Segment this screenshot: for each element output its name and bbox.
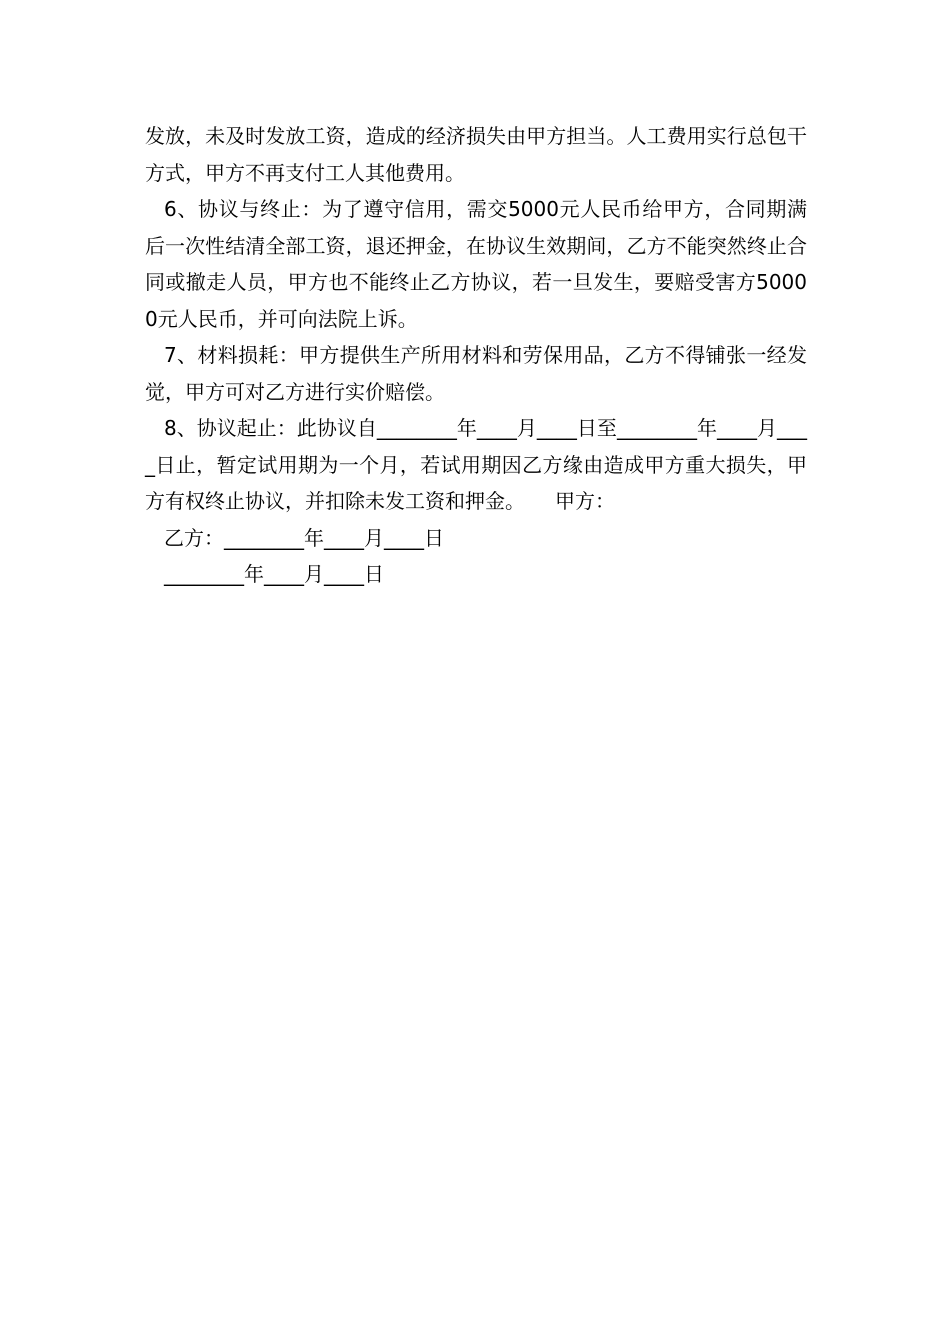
paragraph-clause-8: 8、协议起止：此协议自________年____月____日至________年____月____日止，暂定试用期为一个月，若试用期因乙方缘由造成甲方重大损失，甲方有权终止协议，并扣除未发工资和押金。 甲方：	[145, 416, 807, 513]
signature-party-b: 乙方：________年____月____日	[164, 525, 444, 550]
document-body	[145, 118, 807, 593]
paragraph-clause-7: 7、材料损耗：甲方提供生产所用材料和劳保用品，乙方不得铺张一经发觉，甲方可对乙方进行实价赔偿。	[145, 343, 807, 404]
paragraph-clause-6: 6、协议与终止：为了遵守信用，需交5000元人民币给甲方，合同期满后一次性结清全部工资，退还押金，在协议生效期间，乙方不能突然终止合同或撤走人员，甲方也不能终止乙方协议，若一旦发生，要赔受害方50000元人民币，并可向法院上诉。	[145, 197, 807, 331]
signature-date: ________年____月____日	[164, 562, 384, 586]
paragraph-continuation: 发放，未及时发放工资，造成的经济损失由甲方担当。人工费用实行总包干方式，甲方不再支付工人其他费用。	[145, 124, 807, 185]
